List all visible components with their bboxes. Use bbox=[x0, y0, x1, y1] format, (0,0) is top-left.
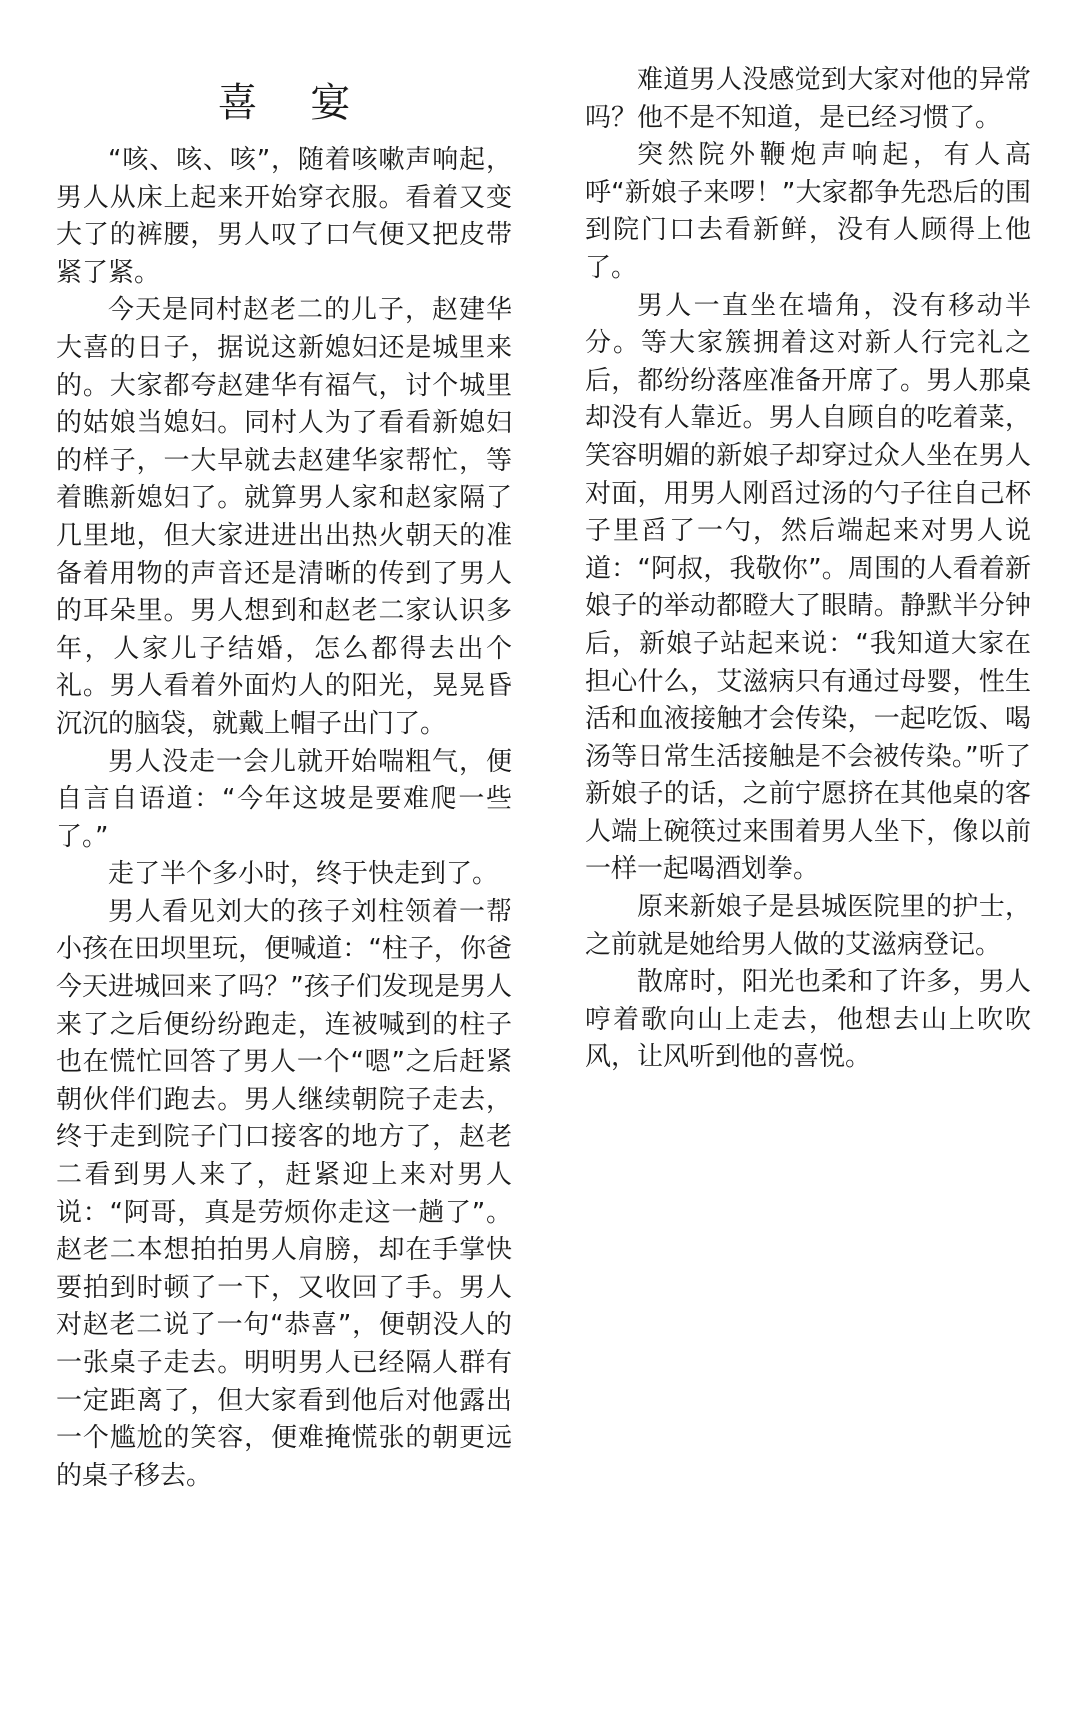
right-column bbox=[585, 62, 1031, 1077]
paragraph: “咳、咳、咳”，随着咳嗽声响起，男人从床上起来开始穿衣服。看着又变大了的裤腰，男人叹了口气便又把皮带紧了紧。 bbox=[56, 145, 512, 288]
paragraph: 走了半个多小时，终于快走到了。 bbox=[108, 859, 499, 890]
paragraph: 男人没走一会儿就开始喘粗气，便自言自语道：“今年这坡是要难爬一些了。” bbox=[56, 746, 512, 852]
article-title: 喜 宴 bbox=[217, 80, 371, 126]
paragraph: 男人看见刘大的孩子刘柱领着一帮小孩在田坝里玩，便喊道：“柱子，你爸今天进城回来了吗？”孩子们发现是男人来了之后便纷纷跑走，连被喊到的柱子也在慌忙回答了男人一个“嗯”之后赶紧朝伙伴们跑去。男人继续朝院子走去，终于走到院子门口接客的地方了，赵老二看到男人来了，赶紧迎上来对男人说：“阿哥，真是劳烦你走这一趟了”。赵老二本想拍拍男人肩膀，却在手掌快要拍到时顿了一下，又收回了手。男人对赵老二说了一句“恭喜”，便朝没人的一张桌子走去。明明男人已经隔人群有一定距离了，但大家看到他后对他露出一个尴尬的笑容，便难掩慌张的朝更远的桌子移去。 bbox=[56, 896, 512, 1491]
left-column bbox=[56, 62, 512, 1495]
paragraph: 突然院外鞭炮声响起，有人高呼“新娘子来啰！”大家都争先恐后的围到院门口去看新鲜，没有人顾得上他了。 bbox=[585, 140, 1031, 283]
paragraph: 散席时，阳光也柔和了许多，男人哼着歌向山上走去，他想去山上吹吹风，让风听到他的喜悦。 bbox=[585, 967, 1031, 1073]
paragraph: 难道男人没感觉到大家对他的异常吗？他不是不知道，是已经习惯了。 bbox=[585, 65, 1031, 133]
paragraph: 原来新娘子是县城医院里的护士，之前就是她给男人做的艾滋病登记。 bbox=[585, 892, 1031, 960]
paragraph: 男人一直坐在墙角，没有移动半分。等大家簇拥着这对新人行完礼之后，都纷纷落座准备开席了。男人那桌却没有人靠近。男人自顾自的吃着菜，笑容明媚的新娘子却穿过众人坐在男人对面，用男人刚舀过汤的勺子往自己杯子里舀了一勺，然后端起来对男人说道：“阿叔，我敬你”。周围的人看着新娘子的举动都瞪大了眼睛。静默半分钟后，新娘子站起来说：“我知道大家在担心什么，艾滋病只有通过母婴，性生活和血液接触才会传染，一起吃饭、喝汤等日常生活接触是不会被传染。”听了新娘子的话，之前宁愿挤在其他桌的客人端上碗筷过来围着男人坐下，像以前一样一起喝酒划拳。 bbox=[585, 290, 1031, 885]
paragraph: 今天是同村赵老二的儿子，赵建华大喜的日子，据说这新媳妇还是城里来的。大家都夸赵建华有福气，讨个城里的姑娘当媳妇。同村人为了看看新媳妇的样子，一大早就去赵建华家帮忙，等着瞧新媳妇了。就算男人家和赵家隔了几里地，但大家进进出出热火朝天的准备着用物的声音还是清晰的传到了男人的耳朵里。男人想到和赵老二家认识多年，人家儿子结婚，怎么都得去出个礼。男人看着外面灼人的阳光，晃晃昏沉沉的脑袋，就戴上帽子出门了。 bbox=[56, 295, 512, 739]
